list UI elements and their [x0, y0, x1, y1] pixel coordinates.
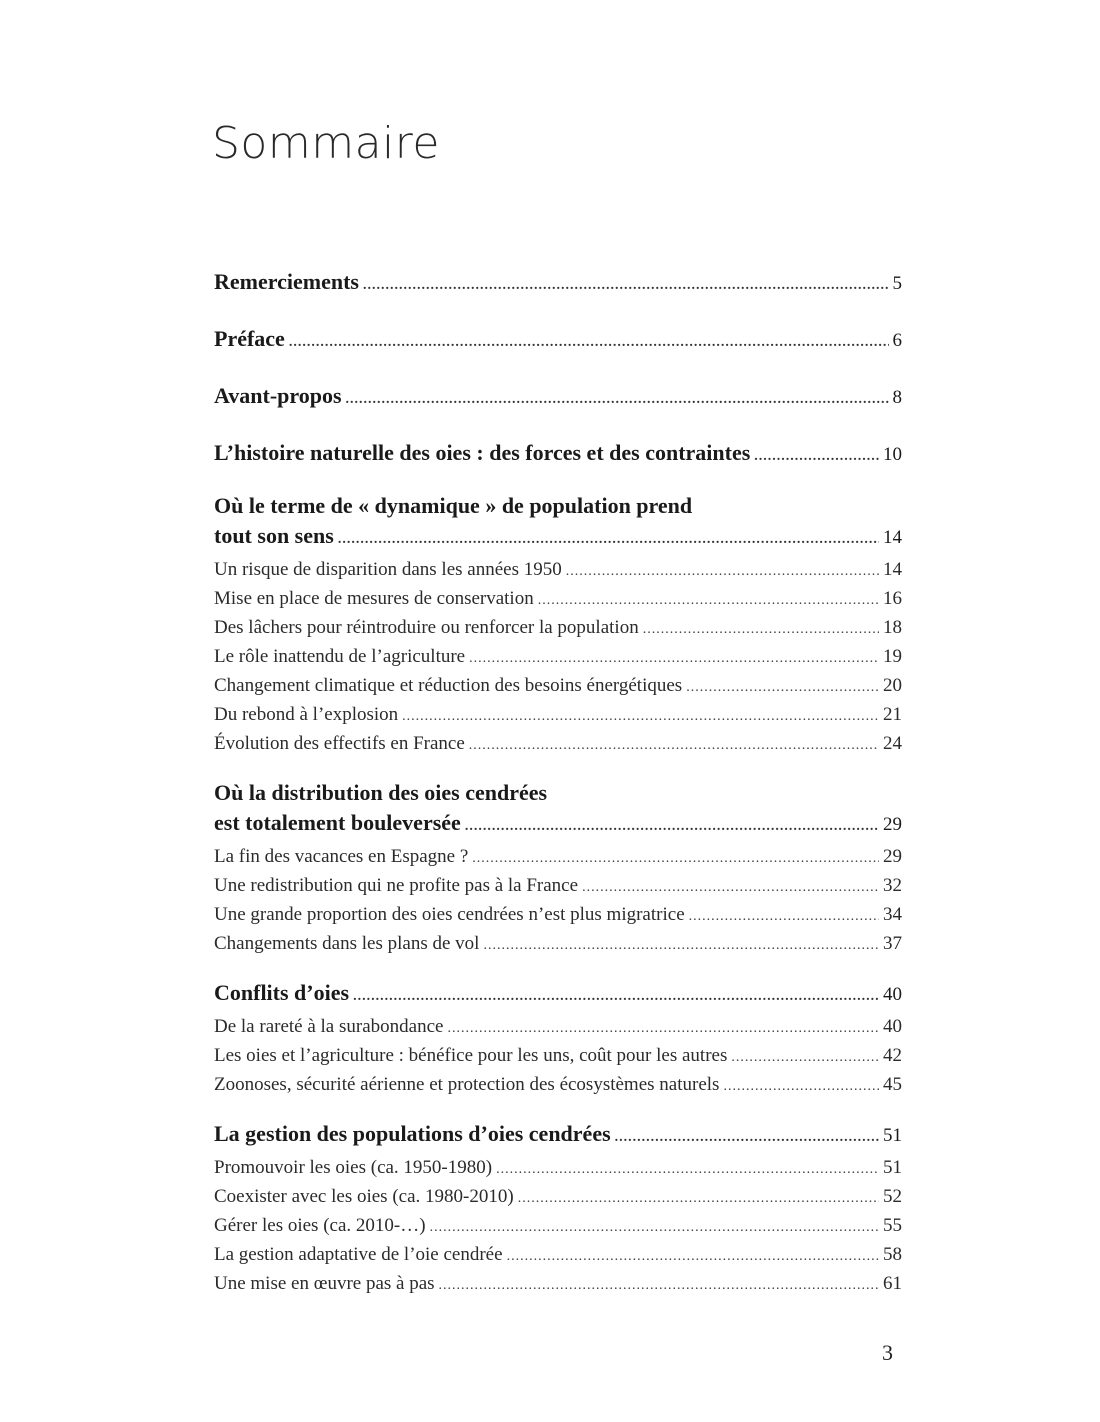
section-page: 40 [883, 984, 902, 1005]
toc-subentry-label: Promouvoir les oies (ca. 1950-1980) [214, 1157, 493, 1178]
dot-leader [496, 1155, 879, 1184]
toc-entry-label: Préface [214, 326, 285, 351]
section-page: 29 [883, 814, 902, 835]
toc-subentry-page: 34 [883, 904, 902, 925]
dot-leader [289, 325, 889, 361]
toc-subentry[interactable] [214, 1182, 902, 1211]
toc-subentry-page: 21 [883, 704, 902, 725]
toc-subentry-label: Mise en place de mesures de conservation [214, 588, 534, 609]
toc-subentry-page: 42 [883, 1045, 902, 1066]
toc-subentry[interactable] [214, 584, 902, 613]
dot-leader [723, 1072, 879, 1101]
toc-subentry[interactable] [214, 900, 902, 929]
toc-entry-page: 6 [892, 330, 902, 351]
dot-leader [615, 1123, 879, 1153]
toc-entry-label: L’histoire naturelle des oies : des forces et des contraintes [214, 440, 751, 465]
toc-subentry-page: 52 [883, 1186, 902, 1207]
toc-subentry-page: 18 [883, 617, 902, 638]
toc-section [214, 778, 902, 958]
toc-subentry-page: 24 [883, 733, 902, 754]
toc-subentry-label: Une grande proportion des oies cendrées n’est plus migratrice [214, 904, 685, 925]
page-title: Sommaire [212, 118, 440, 169]
dot-leader [465, 812, 879, 842]
page-number: 3 [882, 1340, 893, 1365]
dot-leader [754, 439, 879, 475]
dot-leader [472, 844, 879, 873]
dot-leader [507, 1242, 879, 1271]
toc-subentry-label: Changements dans les plans de vol [214, 933, 480, 954]
toc-subentry-page: 14 [883, 559, 902, 580]
toc-subentry[interactable] [214, 729, 902, 758]
toc-subentry-page: 58 [883, 1244, 902, 1265]
toc-subentry[interactable] [214, 1153, 902, 1182]
toc-entry-avant-propos[interactable] [214, 378, 902, 414]
toc-section [214, 978, 902, 1099]
dot-leader [353, 982, 879, 1012]
toc-subentry-label: La gestion adaptative de l’oie cendrée [214, 1244, 503, 1265]
toc-subentry[interactable] [214, 929, 902, 958]
toc-subentry[interactable] [214, 1240, 902, 1269]
toc-subentry-label: Le rôle inattendu de l’agriculture [214, 646, 466, 667]
toc-entry-page: 5 [892, 273, 902, 294]
dot-leader [469, 731, 879, 760]
dot-leader [447, 1014, 879, 1043]
dot-leader [338, 525, 879, 555]
toc-subentry[interactable] [214, 700, 902, 729]
dot-leader [731, 1043, 879, 1072]
toc-subentry-page: 51 [883, 1157, 902, 1178]
dot-leader [483, 931, 879, 960]
dot-leader [643, 615, 879, 644]
toc-subentry-page: 37 [883, 933, 902, 954]
section-heading[interactable] [214, 1119, 902, 1153]
dot-leader [439, 1271, 879, 1300]
toc-section [214, 1119, 902, 1298]
toc-subentry[interactable] [214, 642, 902, 671]
toc-subentry-label: Changement climatique et réduction des besoins énergétiques [214, 675, 683, 696]
section-page: 51 [883, 1125, 902, 1146]
section-heading-line1: Où le terme de « dynamique » de population prend [214, 493, 693, 518]
dot-leader [686, 673, 879, 702]
toc-subentry-label: Une mise en œuvre pas à pas [214, 1273, 435, 1294]
toc-subentry[interactable] [214, 671, 902, 700]
toc-subentry[interactable] [214, 1070, 902, 1099]
toc-subentry-page: 20 [883, 675, 902, 696]
section-heading[interactable] [214, 491, 902, 555]
toc-subentry[interactable] [214, 1269, 902, 1298]
toc-subentry-page: 29 [883, 846, 902, 867]
dot-leader [363, 268, 889, 304]
toc-entry-label: Avant-propos [214, 383, 342, 408]
toc-subentry-label: Un risque de disparition dans les années 1950 [214, 559, 562, 580]
section-heading-line2: est totalement bouleversée [214, 810, 461, 835]
dot-leader [566, 557, 879, 586]
toc-subentry[interactable] [214, 555, 902, 584]
toc-subentry-page: 19 [883, 646, 902, 667]
dot-leader [538, 586, 879, 615]
toc-subentry-label: La fin des vacances en Espagne ? [214, 846, 469, 867]
toc-subentry-label: Gérer les oies (ca. 2010-…) [214, 1215, 426, 1236]
toc-entry-remerciements[interactable] [214, 264, 902, 300]
toc-subentry-label: Des lâchers pour réintroduire ou renforcer la population [214, 617, 639, 638]
toc-subentry-page: 40 [883, 1016, 902, 1037]
toc-entry-preface[interactable] [214, 321, 902, 357]
toc-subentry-label: Les oies et l’agriculture : bénéfice pour les uns, coût pour les autres [214, 1045, 728, 1066]
dot-leader [582, 873, 879, 902]
section-heading-title: Conflits d’oies [214, 980, 350, 1005]
toc-subentry-page: 32 [883, 875, 902, 896]
section-heading[interactable] [214, 978, 902, 1012]
toc-entry-page: 8 [892, 387, 902, 408]
toc-entry-histoire-naturelle[interactable] [214, 435, 902, 471]
toc-subentry-page: 61 [883, 1273, 902, 1294]
section-heading[interactable] [214, 778, 902, 842]
toc-subentry-page: 16 [883, 588, 902, 609]
toc-subentry-page: 55 [883, 1215, 902, 1236]
section-heading-line1: Où la distribution des oies cendrées [214, 780, 548, 805]
toc-entry-page: 10 [883, 444, 902, 465]
toc-subentry[interactable] [214, 1211, 902, 1240]
section-heading-title: La gestion des populations d’oies cendrées [214, 1121, 611, 1146]
toc-subentry-label: Zoonoses, sécurité aérienne et protection des écosystèmes naturels [214, 1074, 720, 1095]
table-of-contents [214, 264, 902, 1318]
section-heading-line2: tout son sens [214, 523, 334, 548]
section-page: 14 [883, 527, 902, 548]
dot-leader [469, 644, 879, 673]
toc-subentry-label: Une redistribution qui ne profite pas à la France [214, 875, 579, 896]
toc-subentry[interactable] [214, 1041, 902, 1070]
toc-entry-label: Remerciements [214, 269, 359, 294]
toc-subentry-label: De la rareté à la surabondance [214, 1016, 444, 1037]
toc-subentry[interactable] [214, 842, 902, 871]
toc-subentry-label: Coexister avec les oies (ca. 1980-2010) [214, 1186, 514, 1207]
toc-subentry-label: Du rebond à l’explosion [214, 704, 399, 725]
toc-subentry[interactable] [214, 871, 902, 900]
dot-leader [689, 902, 879, 931]
dot-leader [518, 1184, 879, 1213]
toc-subentry[interactable] [214, 613, 902, 642]
dot-leader [346, 382, 889, 418]
toc-subentry-label: Évolution des effectifs en France [214, 733, 465, 754]
toc-subentry-page: 45 [883, 1074, 902, 1095]
toc-subentry[interactable] [214, 1012, 902, 1041]
dot-leader [430, 1213, 879, 1242]
toc-section [214, 491, 902, 758]
dot-leader [402, 702, 879, 731]
